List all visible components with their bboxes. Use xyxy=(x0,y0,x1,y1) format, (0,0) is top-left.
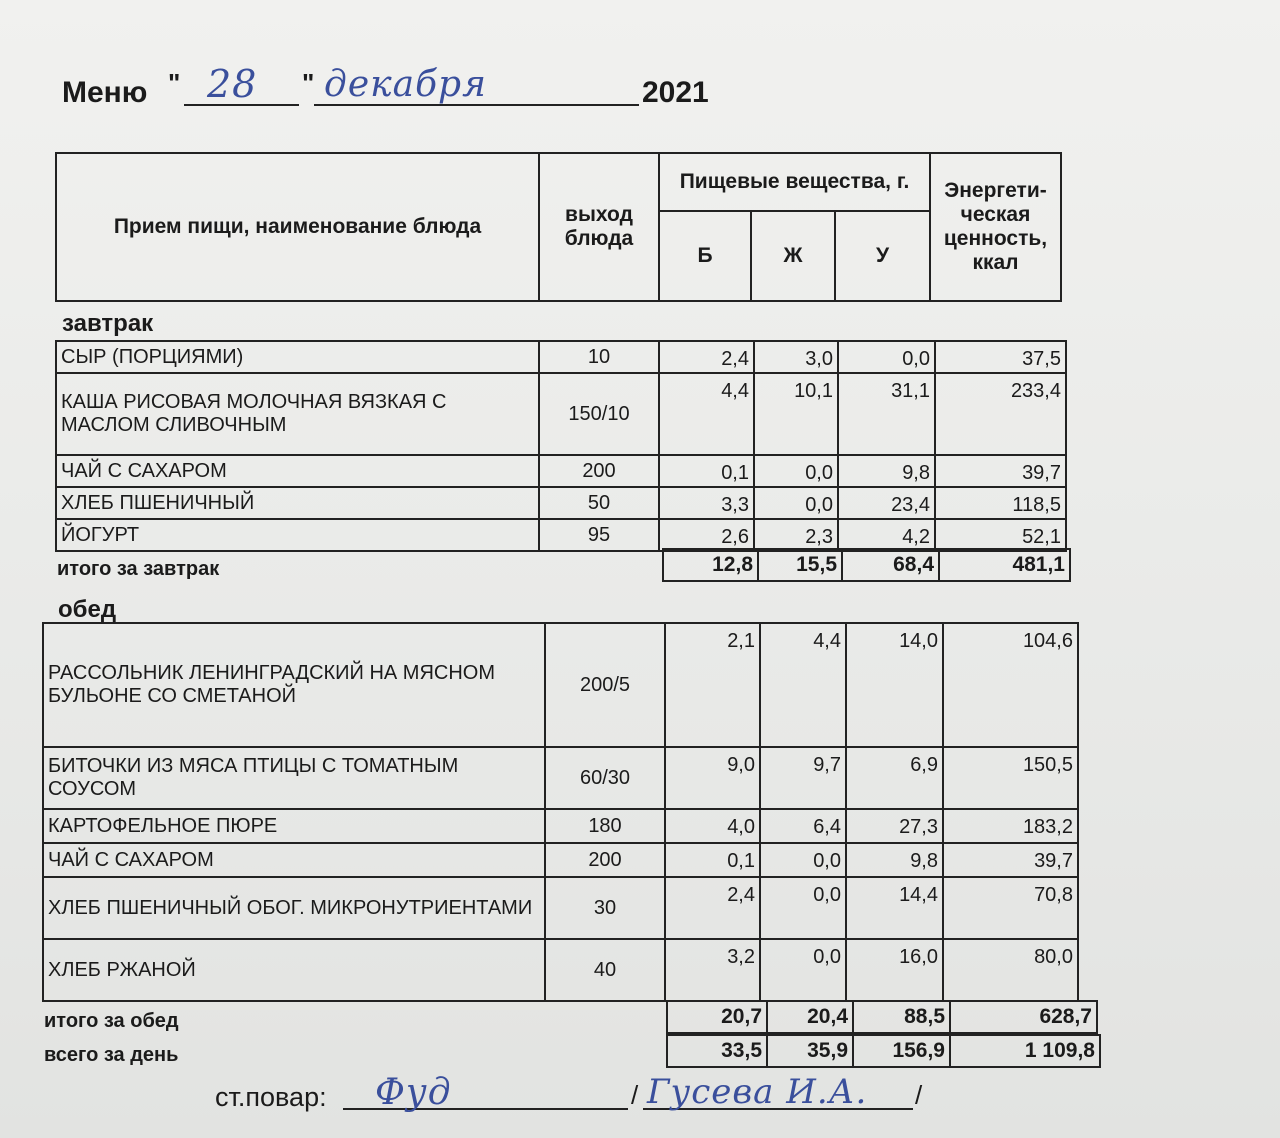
dish-b: 3,3 xyxy=(659,487,754,519)
breakfast-total-kcal: 481,1 xyxy=(939,549,1070,581)
slash-left: / xyxy=(631,1080,639,1110)
slash-right: / xyxy=(915,1080,923,1110)
dish-zh: 4,4 xyxy=(760,623,846,747)
dish-yield: 150/10 xyxy=(539,373,659,455)
dish-kcal: 70,8 xyxy=(943,877,1078,939)
dish-b: 2,4 xyxy=(665,877,760,939)
dish-yield: 200 xyxy=(545,843,665,877)
day-total-b: 33,5 xyxy=(667,1035,767,1067)
lunch-total-label: итого за обед xyxy=(44,1010,179,1032)
dish-row xyxy=(56,519,1066,551)
dish-zh: 0,0 xyxy=(754,455,838,487)
breakfast-total xyxy=(55,548,1071,582)
dish-kcal: 233,4 xyxy=(935,373,1066,455)
dish-zh: 9,7 xyxy=(760,747,846,809)
dish-name: ХЛЕБ РЖАНОЙ xyxy=(43,939,545,1001)
dish-row xyxy=(43,747,1078,809)
menu-header xyxy=(62,58,742,118)
dish-yield: 10 xyxy=(539,341,659,373)
signature-footer xyxy=(215,1072,935,1128)
dish-yield: 40 xyxy=(545,939,665,1001)
dish-row xyxy=(43,877,1078,939)
column-header-table xyxy=(55,152,1062,302)
dish-u: 9,8 xyxy=(838,455,935,487)
cook-label: ст.повар: xyxy=(215,1082,327,1112)
dish-name: СЫР (ПОРЦИЯМИ) xyxy=(56,341,539,373)
dish-row xyxy=(56,487,1066,519)
dish-u: 27,3 xyxy=(846,809,943,843)
breakfast-total-b: 12,8 xyxy=(663,549,758,581)
dish-u: 31,1 xyxy=(838,373,935,455)
dish-name: КАРТОФЕЛЬНОЕ ПЮРЕ xyxy=(43,809,545,843)
dish-zh: 3,0 xyxy=(754,341,838,373)
day-handwritten: 28 xyxy=(207,62,258,106)
dish-yield: 60/30 xyxy=(545,747,665,809)
dish-zh: 2,3 xyxy=(754,519,838,551)
year: 2021 xyxy=(642,76,709,109)
dish-u: 4,2 xyxy=(838,519,935,551)
dish-row xyxy=(43,623,1078,747)
lunch-title: обед xyxy=(58,596,117,623)
dish-b: 2,6 xyxy=(659,519,754,551)
lunch-total xyxy=(42,1000,1098,1034)
dish-u: 14,4 xyxy=(846,877,943,939)
dish-zh: 0,0 xyxy=(760,939,846,1001)
dish-name: ЙОГУРТ xyxy=(56,519,539,551)
breakfast-title: завтрак xyxy=(62,310,154,337)
breakfast-total-u: 68,4 xyxy=(842,549,939,581)
dish-zh: 0,0 xyxy=(754,487,838,519)
breakfast-table xyxy=(55,340,1067,552)
dish-b: 3,2 xyxy=(665,939,760,1001)
dish-b: 9,0 xyxy=(665,747,760,809)
col-nutrients: Пищевые вещества, г. xyxy=(659,153,930,211)
dish-yield: 200/5 xyxy=(545,623,665,747)
dish-b: 2,4 xyxy=(659,341,754,373)
dish-kcal: 80,0 xyxy=(943,939,1078,1001)
dish-row xyxy=(56,373,1066,455)
quote-close: " xyxy=(302,68,315,98)
dish-kcal: 39,7 xyxy=(935,455,1066,487)
col-yield: выход блюда xyxy=(539,153,659,301)
dish-row xyxy=(56,341,1066,373)
day-total-u: 156,9 xyxy=(853,1035,950,1067)
lunch-table xyxy=(42,622,1079,1002)
dish-u: 6,9 xyxy=(846,747,943,809)
dish-zh: 10,1 xyxy=(754,373,838,455)
dish-u: 9,8 xyxy=(846,843,943,877)
signature-handwritten: Фуд xyxy=(375,1072,452,1113)
col-u: У xyxy=(835,211,930,301)
dish-kcal: 183,2 xyxy=(943,809,1078,843)
dish-name: БИТОЧКИ ИЗ МЯСА ПТИЦЫ С ТОМАТНЫМ СОУСОМ xyxy=(43,747,545,809)
dish-u: 0,0 xyxy=(838,341,935,373)
dish-name: КАША РИСОВАЯ МОЛОЧНАЯ ВЯЗКАЯ С МАСЛОМ СЛИВОЧНЫМ xyxy=(56,373,539,455)
dish-u: 23,4 xyxy=(838,487,935,519)
dish-zh: 0,0 xyxy=(760,877,846,939)
dish-yield: 50 xyxy=(539,487,659,519)
dish-kcal: 37,5 xyxy=(935,341,1066,373)
lunch-total-kcal: 628,7 xyxy=(950,1001,1097,1033)
col-zh: Ж xyxy=(751,211,835,301)
col-energy: Энергети-ческая ценность, ккал xyxy=(930,153,1061,301)
dish-row xyxy=(43,939,1078,1001)
name-handwritten: Гусева И.А. xyxy=(647,1072,868,1112)
dish-name: ЧАЙ С САХАРОМ xyxy=(43,843,545,877)
menu-label: Меню xyxy=(62,76,148,109)
dish-zh: 0,0 xyxy=(760,843,846,877)
dish-b: 2,1 xyxy=(665,623,760,747)
day-total xyxy=(42,1034,1101,1068)
dish-yield: 95 xyxy=(539,519,659,551)
dish-yield: 200 xyxy=(539,455,659,487)
dish-name: РАССОЛЬНИК ЛЕНИНГРАДСКИЙ НА МЯСНОМ БУЛЬОНЕ СО СМЕТАНОЙ xyxy=(43,623,545,747)
month-handwritten: декабря xyxy=(324,64,487,105)
dish-kcal: 150,5 xyxy=(943,747,1078,809)
breakfast-total-label: итого за завтрак xyxy=(57,558,220,580)
dish-kcal: 104,6 xyxy=(943,623,1078,747)
dish-b: 4,0 xyxy=(665,809,760,843)
dish-zh: 6,4 xyxy=(760,809,846,843)
lunch-total-b: 20,7 xyxy=(667,1001,767,1033)
dish-name: ХЛЕБ ПШЕНИЧНЫЙ xyxy=(56,487,539,519)
breakfast-total-zh: 15,5 xyxy=(758,549,842,581)
dish-name: ЧАЙ С САХАРОМ xyxy=(56,455,539,487)
dish-name: ХЛЕБ ПШЕНИЧНЫЙ ОБОГ. МИКРОНУТРИЕНТАМИ xyxy=(43,877,545,939)
dish-u: 16,0 xyxy=(846,939,943,1001)
dish-row xyxy=(43,843,1078,877)
dish-b: 0,1 xyxy=(659,455,754,487)
day-total-label: всего за день xyxy=(44,1044,179,1066)
lunch-total-u: 88,5 xyxy=(853,1001,950,1033)
dish-yield: 30 xyxy=(545,877,665,939)
day-total-zh: 35,9 xyxy=(767,1035,853,1067)
quote-open: " xyxy=(168,68,181,98)
dish-kcal: 52,1 xyxy=(935,519,1066,551)
col-dish: Прием пищи, наименование блюда xyxy=(56,153,539,301)
dish-row xyxy=(43,809,1078,843)
dish-row xyxy=(56,455,1066,487)
dish-yield: 180 xyxy=(545,809,665,843)
dish-b: 4,4 xyxy=(659,373,754,455)
lunch-total-zh: 20,4 xyxy=(767,1001,853,1033)
dish-u: 14,0 xyxy=(846,623,943,747)
dish-kcal: 118,5 xyxy=(935,487,1066,519)
dish-kcal: 39,7 xyxy=(943,843,1078,877)
dish-b: 0,1 xyxy=(665,843,760,877)
day-total-kcal: 1 109,8 xyxy=(950,1035,1100,1067)
col-b: Б xyxy=(659,211,751,301)
